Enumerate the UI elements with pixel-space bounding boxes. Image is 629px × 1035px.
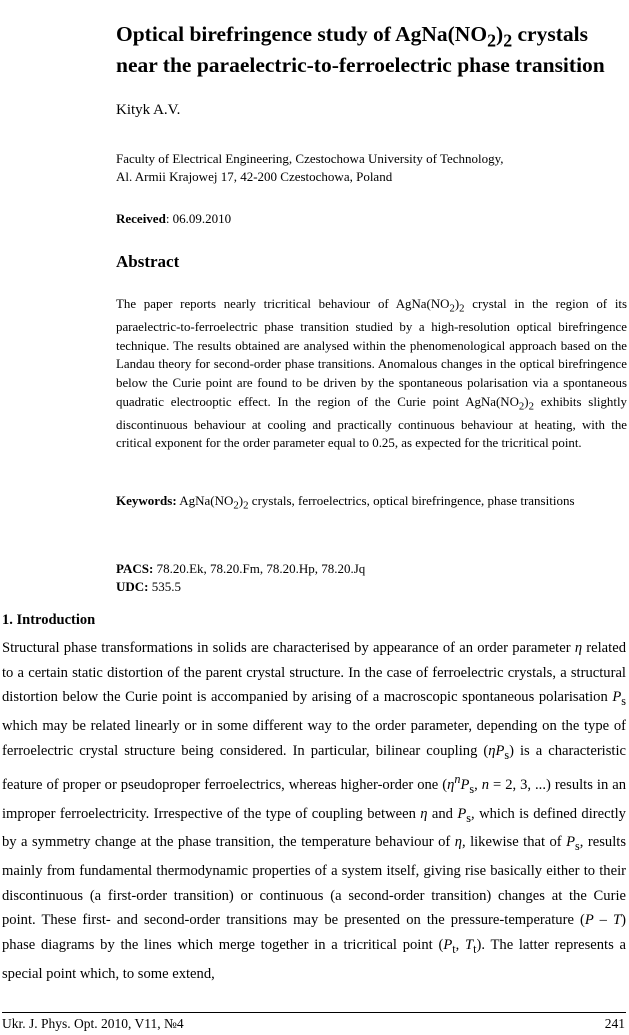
paper-title: Optical birefringence study of $AgNa(NO_2)_2$ crystals near the paraelectric-to-ferroelectric phase transition: [116, 22, 605, 78]
received-date: Received: 06.09.2010: [116, 211, 232, 226]
abstract-heading: Abstract: [116, 252, 180, 271]
page-number: 241: [604, 1016, 625, 1031]
journal-reference: Ukr. J. Phys. Opt. 2010, V11, №4: [2, 1016, 184, 1031]
introduction-text: Structural phase transformations in solids are characterised by appearance of an order parameter η related to a certain static distortion of the parent crystal structure. In the case of ferroelectric crystals, a structural distortion below the Curie point is accompanied by arising of a macroscopic spontaneous polarisation $P_s$ which may be related linearly or in some different way to the order parameter, depending on the type of ferroelectric crystal structure being considered. In particular, bilinear coupling $(\eta P_s)$ is a characteristic feature of proper or pseudoproper ferroelectrics, whereas higher-order one ($\eta^nP_s$, n = 2, 3, ...) results in an improper ferroelectricity. Irrespective of the type of coupling between η and $P_s$, which is defined directly by a symmetry change at the phase transition, the temperature behaviour of η, likewise that of $P_s$, results mainly from fundamental thermodynamic properties of a system itself, giving rise basically either to their discontinuous (a first-order transition) or continuous (a second-order transition) changes at the Curie point. These first- and second-order transitions may be presented on the pressure-temperature (P – T) phase diagrams by the lines which merge together in a tricritical point ($P_t$, $T_t$). The latter represents a special point which, to some extend,: [2, 640, 626, 982]
section-heading-introduction: 1. Introduction: [2, 612, 96, 628]
author: Kityk A.V.: [116, 102, 181, 118]
classification-codes: PACS: 78.20.Ek, 78.20.Fm, 78.20.Hp, 78.20.Jq UDC: 535.5: [116, 561, 366, 594]
footer-divider: [2, 1012, 626, 1013]
affiliation: Faculty of Electrical Engineering, Czestochowa University of Technology, Al. Armii Krajowej 17, 42-200 Czestochowa, Poland: [116, 151, 504, 184]
keywords: Keywords: $AgNa(NO_2)_2$ crystals, ferroelectrics, optical birefringence, phase transitions: [116, 493, 575, 512]
abstract-text: The paper reports nearly tricritical behaviour of $AgNa(NO_2)_2$ crystal in the region of its paraelectric-to-ferroelectric phase transition studied by a high-resolution optical birefringence technique. The results obtained are analysed within the phenomenological approach based on the Landau theory for second-order phase transitions. Anomalous changes in the optical birefringence below the Curie point are found to be driven by the spontaneous polarisation via a spontaneous quadratic electrooptic effect. In the region of the Curie point $AgNa(NO_2)_2$ exhibits slightly discontinuous behaviour at cooling and practically continuous behaviour at heating, with the critical exponent for the order parameter equal to 0.25, as expected for the tricritical point.: [116, 297, 628, 451]
